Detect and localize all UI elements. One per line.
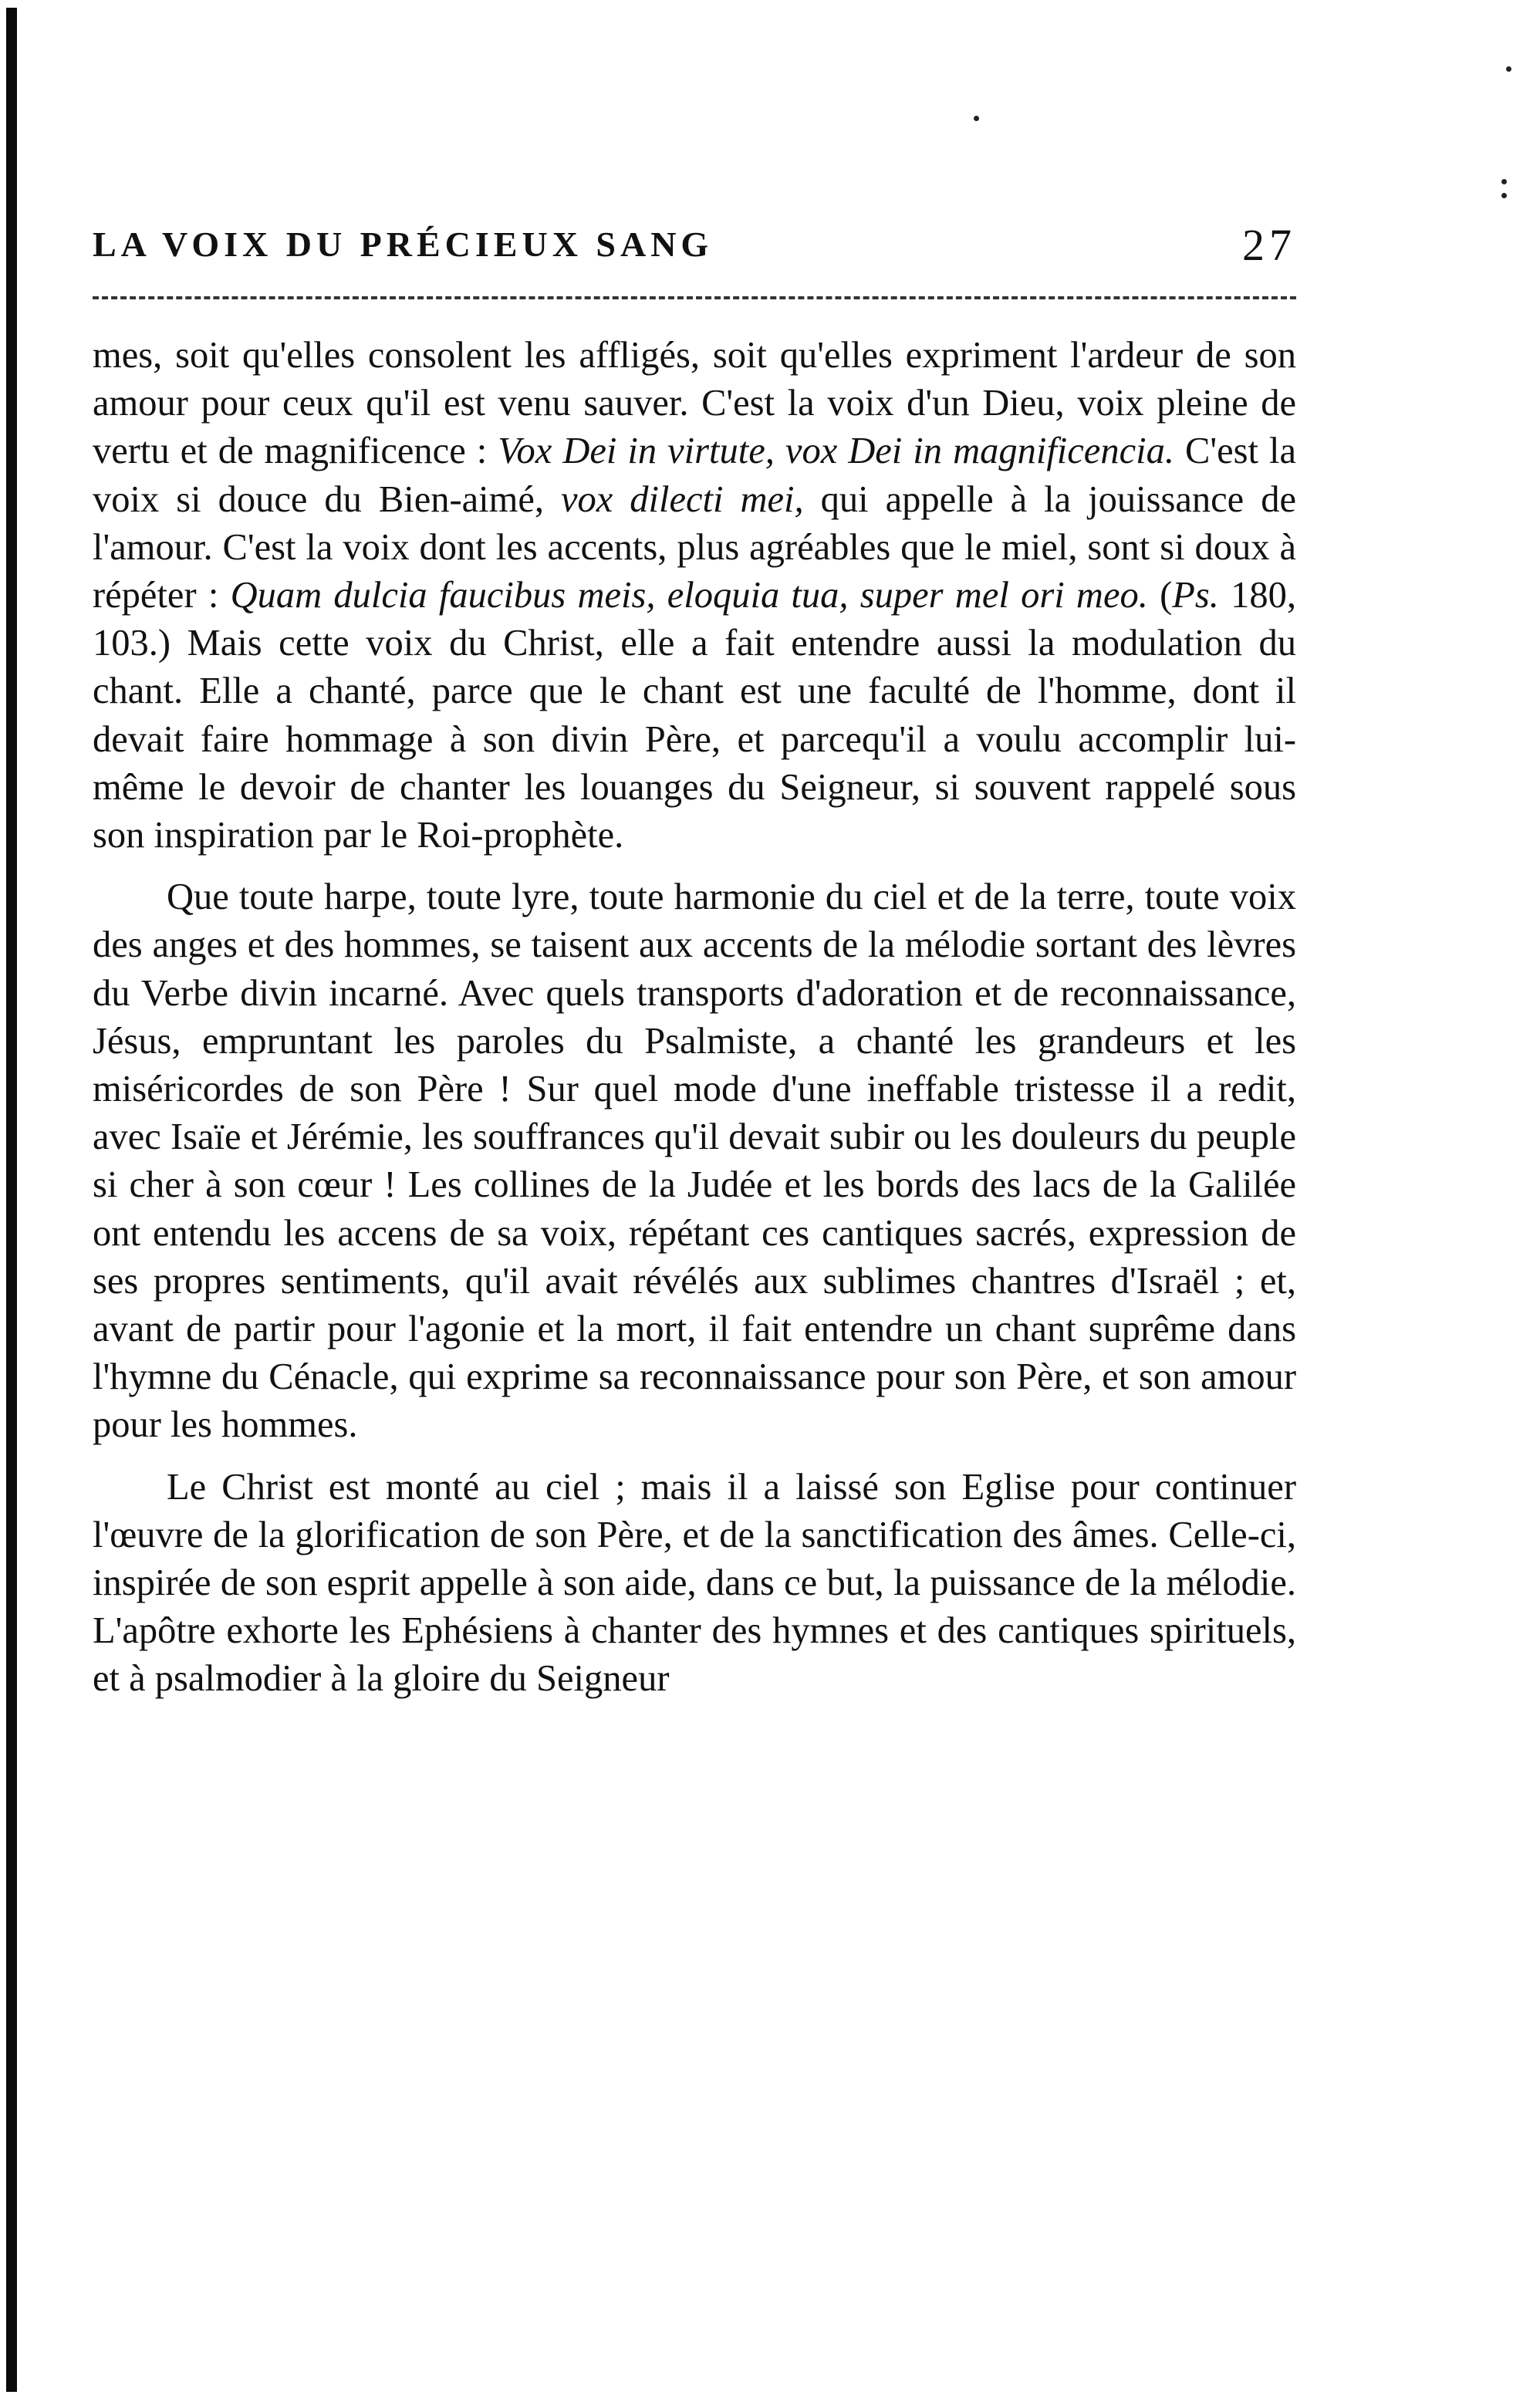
margin-speck bbox=[974, 116, 979, 121]
latin-quote: vox dilecti mei, bbox=[561, 478, 804, 520]
running-title: LA VOIX DU PRÉCIEUX SANG bbox=[93, 225, 714, 264]
text-run: 180, 103.) Mais cette voix du Christ, elle a fait entendre aussi la modulation du chant. Elle a chanté, parce que le chant est une faculté de l'homme, dont il devait faire hommage à son divin Père, et parcequ'il a voulu accomplir lui-même le devoir de chanter les louanges du Seigneur, si souvent rappelé sous son inspiration par le Roi-prophète. bbox=[93, 575, 1296, 856]
book-page bbox=[93, 216, 1296, 1704]
paragraph-2: Que toute harpe, toute lyre, toute harmonie du ciel et de la terre, toute voix des anges et des hommes, se taisent aux accents de la mélodie sortant des lèvres du Verbe divin incarné. Avec quels transports d'adoration et de reconnaissance, Jésus, empruntant les paroles du Psalmiste, a chanté les grandeurs et les miséricordes de son Père ! Sur quel mode d'une ineffable tristesse il a redit, avec Isaïe et Jérémie, les souffrances qu'il devait subir ou les douleurs du peuple si cher à son cœur ! Les collines de la Judée et les bords des lacs de la Galilée ont entendu les accens de sa voix, répétant ces cantiques sacrés, expression de ses propres sentiments, qu'il avait révélés aux sublimes chantres d'Israël ; et, avant de partir pour l'agonie et la mort, il fait entendre un chant suprême dans l'hymne du Cénacle, qui exprime sa reconnaissance pour son Père, et son amour pour les hommes. bbox=[93, 876, 1296, 1446]
text-run: mes, soit qu'elles consolent les affligés, soit qu'elles expriment l'ardeur de son amour pour ceux qu'il est venu sauver. C'est la voix d'un Dieu, voix pleine de vertu et de magnificence : bbox=[93, 335, 1296, 472]
running-head bbox=[93, 216, 1296, 278]
margin-speck bbox=[1501, 193, 1507, 198]
latin-quote: Quam dulcia faucibus meis, eloquia tua, super mel ori meo. bbox=[230, 575, 1148, 616]
scan-edge-bar bbox=[6, 8, 17, 2392]
paragraph-1 bbox=[93, 332, 1296, 860]
text-run: ( bbox=[1147, 575, 1173, 616]
text-run: qui appelle à la jouissance de l'amour. C'est la voix dont les accents, plus agréables que le miel, sont si doux à répéter : bbox=[93, 478, 1296, 616]
margin-speck bbox=[1506, 66, 1511, 72]
psalm-reference: Ps. bbox=[1172, 575, 1219, 616]
text-run: C'est la voix si douce du Bien-aimé, bbox=[93, 431, 1296, 520]
body-text bbox=[93, 332, 1296, 1704]
page-number: 27 bbox=[1242, 220, 1296, 270]
paragraph-3: Le Christ est monté au ciel ; mais il a laissé son Eglise pour continuer l'œuvre de la glorification de son Père, et de la sanctification des âmes. Celle-ci, inspirée de son esprit appelle à son aide, dans ce but, la puissance de la mélodie. L'apôtre exhorte les Ephésiens à chanter des hymnes et des cantiques spirituels, et à psalmodier à la gloire du Seigneur bbox=[93, 1466, 1296, 1700]
margin-speck bbox=[1501, 179, 1507, 184]
header-rule bbox=[93, 296, 1296, 299]
latin-quote: Vox Dei in virtute, vox Dei in magnificencia. bbox=[498, 431, 1174, 472]
